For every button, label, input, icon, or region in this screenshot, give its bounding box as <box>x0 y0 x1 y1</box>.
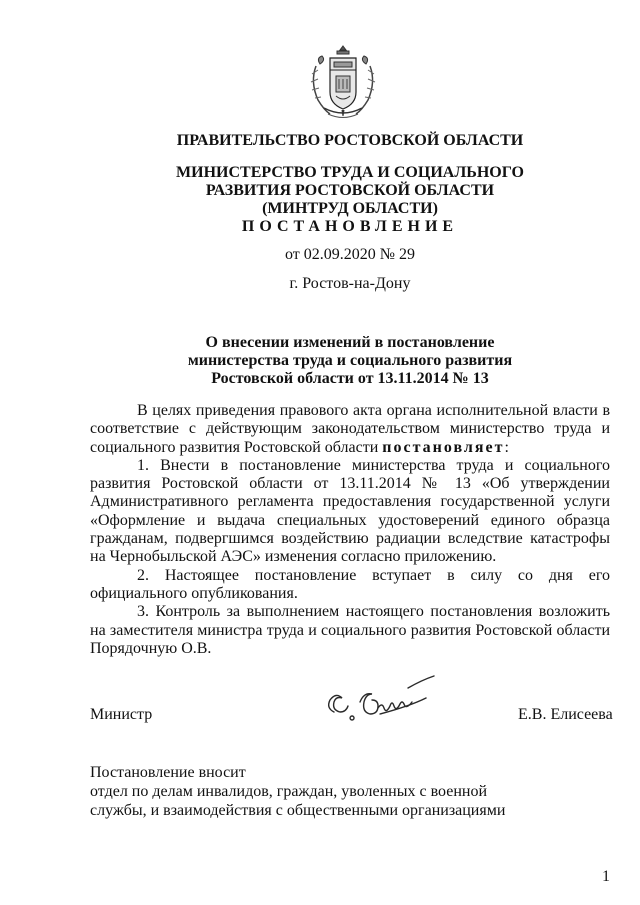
page-number: 1 <box>602 868 610 885</box>
coat-of-arms-emblem <box>306 44 380 124</box>
footer-department-line2: службы, и взаимодействия с общественными организациями <box>90 802 506 819</box>
item-1-paragraph: 1. Внести в постановление министерства труда и социального развития Ростовской области от 13.11.2014 № 13 «Об утверждении Административного регламента предоставления государственной услуги «Оформление и выдача специальных удостоверений единого образца гражданам, подвергшимся воздействию радиации вследствие катастрофы на Чернобыльской АЭС» изменения согласно приложению. <box>90 456 610 566</box>
item-2-paragraph: 2. Настоящее постановление вступает в силу со дня его официального опубликования. <box>90 566 610 602</box>
footer-submitted-by: Постановление вносит <box>90 764 246 781</box>
document-date-number: от 02.09.2020 № 29 <box>284 246 416 263</box>
ministry-short-name: (МИНТРУД ОБЛАСТИ) <box>262 200 438 217</box>
footer-department-line1: отдел по делам инвалидов, граждан, уволенных с военной <box>90 783 488 800</box>
signatory-position: Министр <box>90 706 153 723</box>
ministry-name-line2: РАЗВИТИЯ РОСТОВСКОЙ ОБЛАСТИ <box>205 182 495 199</box>
government-name: ПРАВИТЕЛЬСТВО РОСТОВСКОЙ ОБЛАСТИ <box>176 132 524 149</box>
document-body <box>90 402 610 658</box>
item-3-paragraph: 3. Контроль за выполнением настоящего постановления возложить на заместителя министра труда и социального развития Ростовской области Порядочную О.В. <box>90 603 610 657</box>
document-city: г. Ростов-на-Дону <box>289 275 411 292</box>
handwritten-signature <box>318 672 446 730</box>
document-title-line1: О внесении изменений в постановление <box>205 334 495 351</box>
preamble-text: В целях приведения правового акта органа исполнительной власти в соответствие с действующим законодательством министерство труда и социального развития Ростовской области <box>90 402 610 456</box>
document-type: ПОСТАНОВЛЕНИЕ <box>241 218 459 235</box>
ministry-name-line1: МИНИСТЕРСТВО ТРУДА И СОЦИАЛЬНОГО <box>176 164 524 181</box>
decree-word: постановляет <box>382 438 505 456</box>
preamble-end: : <box>504 438 509 456</box>
document-title-line3: Ростовской области от 13.11.2014 № 13 <box>211 370 489 387</box>
signatory-name: Е.В. Елисеева <box>518 706 613 723</box>
document-title-line2: министерства труда и социального развития <box>187 352 513 369</box>
preamble-paragraph <box>90 402 610 457</box>
